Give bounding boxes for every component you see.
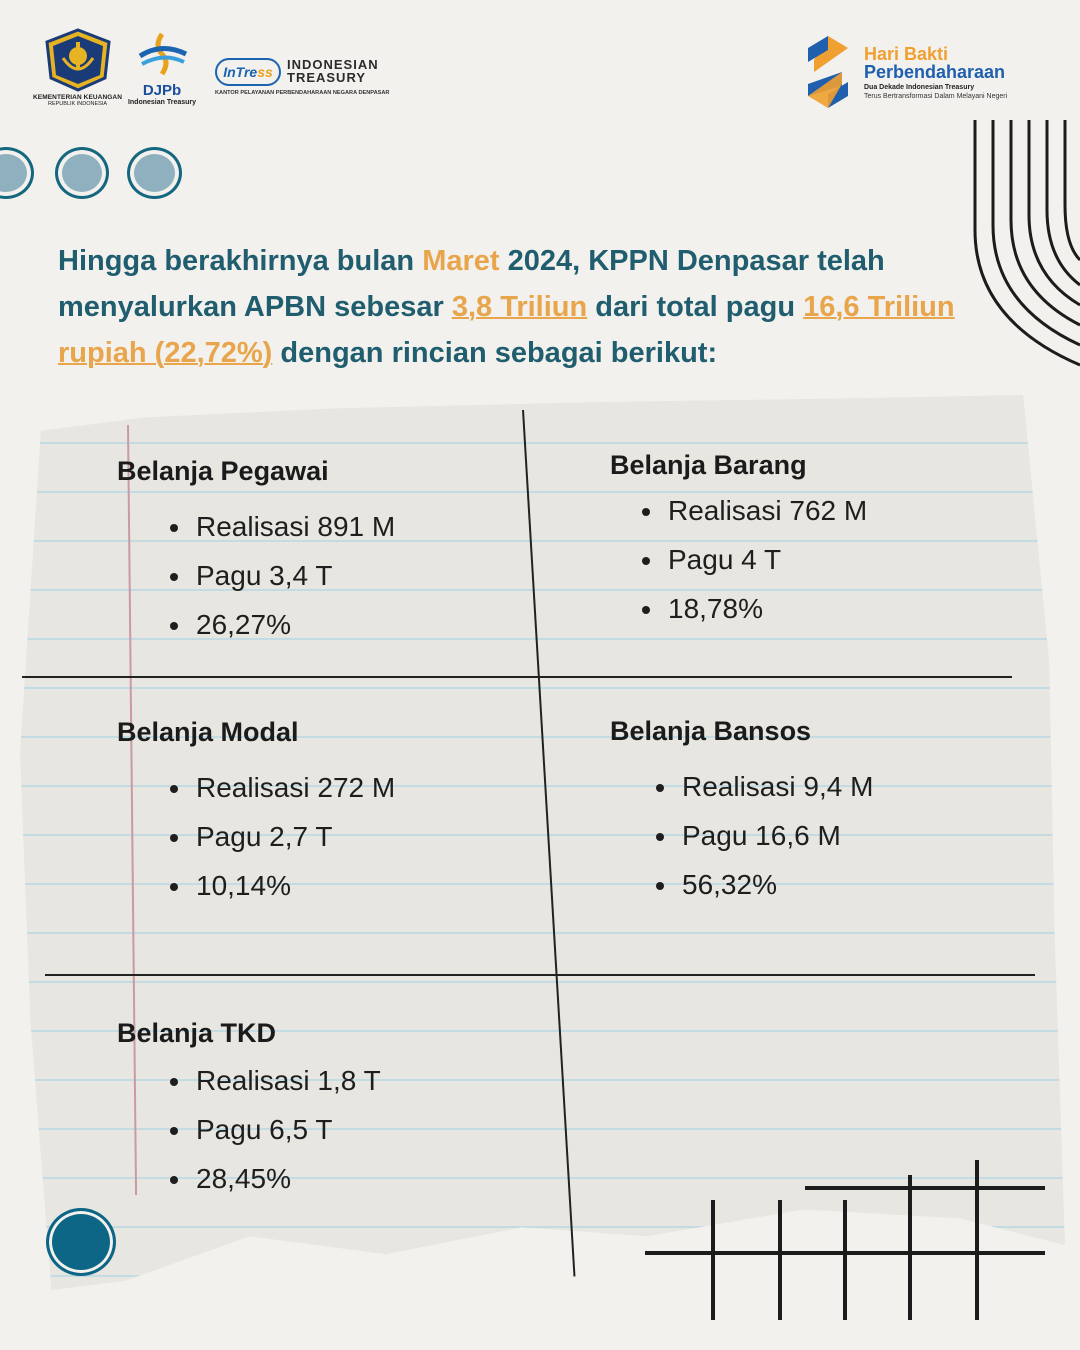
intro-pagu: 16,6 Triliun rupiah (22,72%) bbox=[58, 291, 955, 369]
decor-circle-3 bbox=[127, 147, 182, 199]
intress-badge-right: ss bbox=[257, 64, 273, 80]
list-item: Pagu 16,6 M bbox=[654, 811, 873, 860]
list-item: Realisasi 891 M bbox=[168, 502, 395, 551]
intro-amount: 3,8 Triliun bbox=[451, 291, 588, 323]
section-title: Belanja Pegawai bbox=[117, 456, 329, 486]
hari-bakti-logo bbox=[800, 32, 1040, 112]
list-item: 28,45% bbox=[168, 1154, 381, 1203]
section-list bbox=[168, 763, 395, 910]
intro-part3: dari total pagu bbox=[587, 291, 804, 323]
list-item: Realisasi 9,4 M bbox=[654, 762, 873, 811]
intro-part1: Hingga berakhirnya bulan bbox=[58, 245, 423, 277]
list-item: 10,14% bbox=[168, 861, 395, 910]
intress-subtitle: KANTOR PELAYANAN PERBENDAHARAAN NEGARA DENPASAR bbox=[215, 90, 390, 96]
intress-badge-left: InTre bbox=[223, 64, 258, 80]
intress-name-line2: TREASURY bbox=[287, 70, 367, 85]
section-list bbox=[654, 762, 873, 909]
hari-bakti-sub1: Dua Dekade Indonesian Treasury bbox=[864, 84, 975, 91]
section-title: Belanja Barang bbox=[610, 450, 807, 480]
section-title: Belanja TKD bbox=[117, 1018, 277, 1048]
intress-name-line1: INDONESIAN bbox=[287, 57, 379, 72]
kemenkeu-line1: KEMENTERIAN KEUANGAN bbox=[32, 94, 123, 101]
intro-paragraph bbox=[58, 238, 958, 376]
list-item: Realisasi 1,8 T bbox=[168, 1056, 381, 1105]
list-item: Pagu 6,5 T bbox=[168, 1105, 381, 1154]
divider-horizontal-2 bbox=[45, 974, 1035, 976]
section-title: Belanja Bansos bbox=[610, 716, 812, 746]
list-item: Pagu 2,7 T bbox=[168, 812, 395, 861]
list-item: 56,32% bbox=[654, 860, 873, 909]
list-item: Pagu 3,4 T bbox=[168, 551, 395, 600]
list-item: Realisasi 272 M bbox=[168, 763, 395, 812]
section-list bbox=[640, 486, 867, 633]
kemenkeu-emblem-icon bbox=[43, 28, 113, 92]
section-list bbox=[168, 1056, 381, 1203]
list-item: 26,27% bbox=[168, 600, 395, 649]
section-title: Belanja Modal bbox=[117, 717, 299, 747]
djpb-name: DJPb bbox=[142, 82, 182, 99]
decor-circle-1 bbox=[0, 147, 34, 199]
divider-horizontal-1 bbox=[22, 676, 1012, 678]
section-list bbox=[168, 502, 395, 649]
decor-arc-stripes-icon bbox=[955, 120, 1080, 380]
hari-bakti-title2: Perbendaharaan bbox=[864, 62, 1006, 82]
decor-grid-icon bbox=[645, 1160, 1050, 1320]
intress-name bbox=[287, 58, 379, 84]
intro-month: Maret bbox=[422, 245, 500, 277]
djpb-swoosh-icon bbox=[132, 30, 192, 78]
list-item: 18,78% bbox=[640, 584, 867, 633]
intress-logo bbox=[215, 56, 400, 104]
hari-bakti-sub2: Terus Bertransformasi Dalam Melayani Negeri bbox=[864, 93, 1008, 100]
djpb-logo bbox=[126, 30, 198, 114]
decor-circle-2 bbox=[55, 147, 109, 199]
intro-part4: dengan rincian sebagai berikut: bbox=[272, 337, 718, 369]
djpb-tagline: Indonesian Treasury bbox=[127, 99, 197, 106]
intro-part2: 2024, KPPN Denpasar telah menyalurkan APBN sebesar bbox=[58, 245, 885, 323]
hari-bakti-emblem-icon bbox=[800, 32, 856, 112]
decor-circle-bottom bbox=[46, 1208, 116, 1276]
list-item: Realisasi 762 M bbox=[640, 486, 867, 535]
kemenkeu-logo bbox=[30, 28, 125, 112]
intress-badge bbox=[215, 58, 281, 86]
kemenkeu-line2: REPUBLIK INDONESIA bbox=[48, 101, 107, 107]
list-item: Pagu 4 T bbox=[640, 535, 867, 584]
hari-bakti-title1: Hari Bakti bbox=[864, 44, 949, 64]
